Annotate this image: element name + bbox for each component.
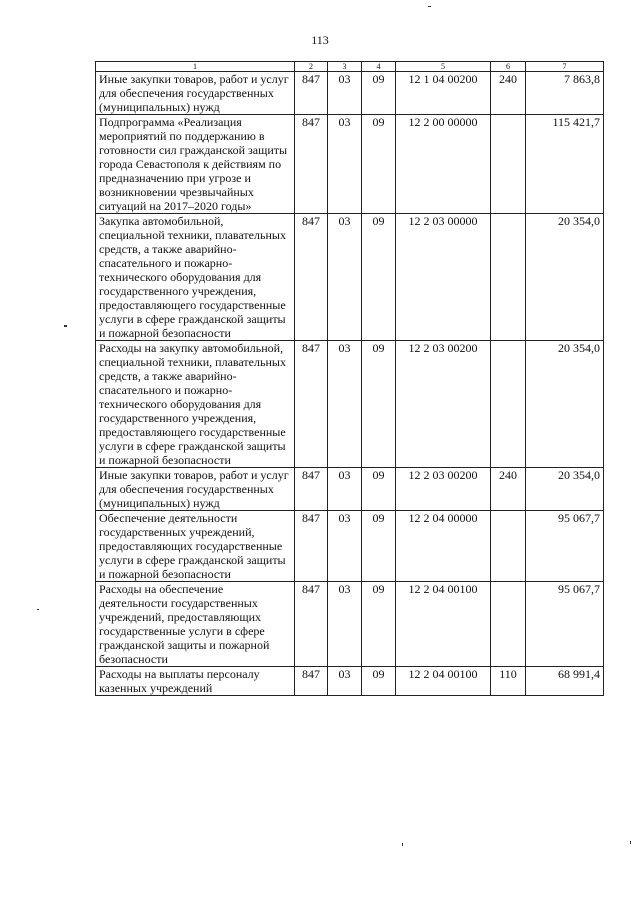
row-code-ved: 847 [295, 468, 328, 511]
row-code-expense-type [491, 115, 526, 214]
table-row [96, 214, 604, 341]
row-description: Обеспечение деятельности государственных учреждений, предоставляющих государственные услуги в сфере гражданской защиты и пожарной безопасности [96, 511, 295, 582]
header-cell: 4 [362, 62, 396, 72]
row-code-ved: 847 [295, 582, 328, 667]
table-row [96, 582, 604, 667]
row-code-ved: 847 [295, 214, 328, 341]
row-code-section: 03 [328, 511, 362, 582]
row-code-subsection: 09 [362, 511, 396, 582]
header-cell: 2 [295, 62, 328, 72]
header-cell: 5 [396, 62, 491, 72]
table-row [96, 341, 604, 468]
row-code-expense-type: 110 [491, 667, 526, 696]
row-code-section: 03 [328, 582, 362, 667]
row-code-subsection: 09 [362, 582, 396, 667]
row-code-subsection: 09 [362, 341, 396, 468]
table-row [96, 115, 604, 214]
row-code-section: 03 [328, 72, 362, 115]
row-description: Расходы на выплаты персоналу казенных учреждений [96, 667, 295, 696]
row-code-subsection: 09 [362, 214, 396, 341]
row-code-ved: 847 [295, 341, 328, 468]
scan-speck [630, 841, 631, 844]
row-code-section: 03 [328, 468, 362, 511]
header-cell: 7 [526, 62, 604, 72]
row-amount: 20 354,0 [526, 214, 604, 341]
row-code-ved: 847 [295, 511, 328, 582]
row-code-section: 03 [328, 667, 362, 696]
row-code-expense-type [491, 511, 526, 582]
scan-speck [37, 609, 39, 610]
row-amount: 68 991,4 [526, 667, 604, 696]
page-number: 113 [311, 33, 329, 47]
row-code-target: 12 2 04 00000 [396, 511, 491, 582]
budget-table [95, 61, 604, 696]
row-code-target: 12 2 04 00100 [396, 582, 491, 667]
row-amount: 95 067,7 [526, 511, 604, 582]
row-code-subsection: 09 [362, 72, 396, 115]
row-code-expense-type [491, 214, 526, 341]
row-description: Закупка автомобильной, специальной техники, плавательных средств, а также аварийно-спасательного и пожарно-технического оборудования для государственного учреждения, предоставляющего государственные услуги в сфере гражданской защиты и пожарной безопасности [96, 214, 295, 341]
row-code-subsection: 09 [362, 115, 396, 214]
header-cell: 3 [328, 62, 362, 72]
row-code-ved: 847 [295, 667, 328, 696]
row-amount: 20 354,0 [526, 468, 604, 511]
row-code-target: 12 1 04 00200 [396, 72, 491, 115]
row-description: Иные закупки товаров, работ и услуг для обеспечения государственных (муниципальных) нужд [96, 468, 295, 511]
scan-speck [64, 325, 67, 327]
row-amount: 7 863,8 [526, 72, 604, 115]
row-description: Расходы на закупку автомобильной, специальной техники, плавательных средств, а также аварийно-спасательного и пожарно-технического оборудования для государственного учреждения, предоставляющего государственные услуги в сфере гражданской защиты и пожарной безопасности [96, 341, 295, 468]
row-amount: 115 421,7 [526, 115, 604, 214]
row-code-target: 12 2 03 00000 [396, 214, 491, 341]
header-cell: 1 [96, 62, 295, 72]
row-description: Иные закупки товаров, работ и услуг для обеспечения государственных (муниципальных) нужд [96, 72, 295, 115]
row-code-section: 03 [328, 115, 362, 214]
header-cell: 6 [491, 62, 526, 72]
row-code-expense-type [491, 582, 526, 667]
row-amount: 95 067,7 [526, 582, 604, 667]
scan-speck [428, 6, 431, 7]
scan-speck [402, 843, 403, 846]
row-code-target: 12 2 04 00100 [396, 667, 491, 696]
row-code-subsection: 09 [362, 667, 396, 696]
row-code-target: 12 2 00 00000 [396, 115, 491, 214]
table-row [96, 468, 604, 511]
row-code-ved: 847 [295, 72, 328, 115]
table-row [96, 511, 604, 582]
row-code-ved: 847 [295, 115, 328, 214]
row-code-section: 03 [328, 214, 362, 341]
row-code-subsection: 09 [362, 468, 396, 511]
table-row [96, 72, 604, 115]
row-code-expense-type: 240 [491, 72, 526, 115]
row-code-target: 12 2 03 00200 [396, 341, 491, 468]
row-code-expense-type: 240 [491, 468, 526, 511]
row-description: Расходы на обеспечение деятельности государственных учреждений, предоставляющих государственные услуги в сфере гражданской защиты и пожарной безопасности [96, 582, 295, 667]
table-row [96, 667, 604, 696]
row-code-section: 03 [328, 341, 362, 468]
row-description: Подпрограмма «Реализация мероприятий по поддержанию в готовности сил гражданской защиты города Севастополя к действиям по предназначению при угрозе и возникновении чрезвычайных ситуаций на 2017–2020 годы» [96, 115, 295, 214]
row-amount: 20 354,0 [526, 341, 604, 468]
header-row [96, 62, 604, 72]
row-code-target: 12 2 03 00200 [396, 468, 491, 511]
row-code-expense-type [491, 341, 526, 468]
